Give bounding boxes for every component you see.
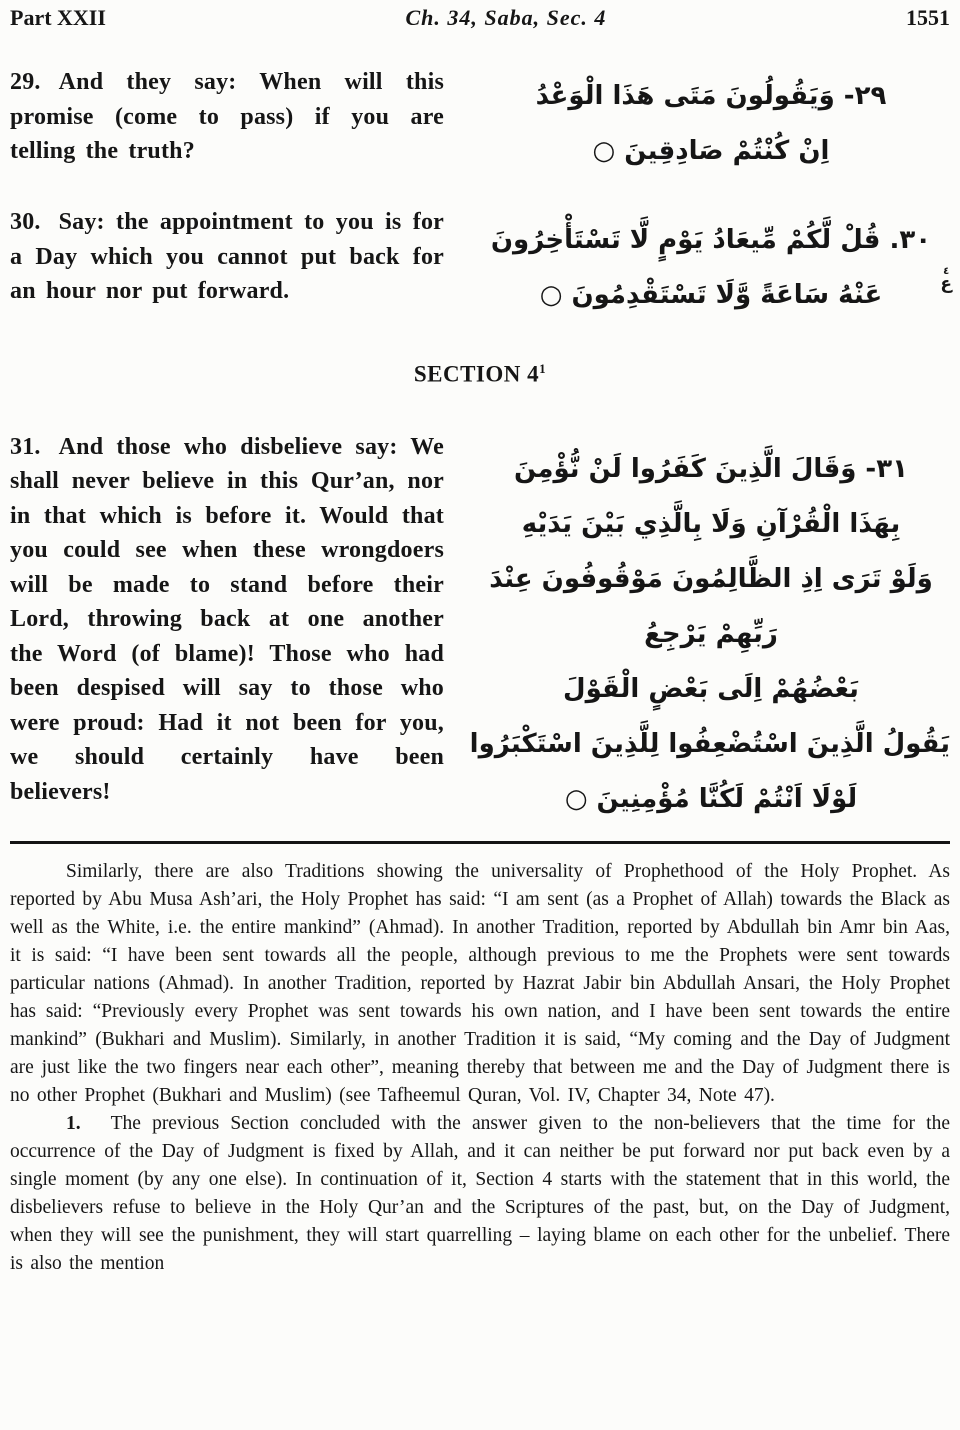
- arabic-line: يَقُولُ الَّذِينَ اسْتُضْعِفُوا لِلَّذِينَ اسْتَكْبَرُوا: [469, 728, 950, 759]
- verse-29-number: 29.: [10, 69, 41, 95]
- verse-30-row: [10, 205, 950, 323]
- arabic-line: بَعْضُهُمْ اِلَى بَعْضٍ الْقَوْلَ: [563, 673, 859, 704]
- ruku-marker-glyph: ع: [940, 274, 952, 294]
- footnote-paragraph-continuation: Similarly, there are also Traditions showing the universality of Prophethood of the Holy Prophet. As reported by Abu Musa Ash’ari, the Holy Prophet has said: “I am sent (as a Prophet of Allah) towards the Black as well as the White, i.e. the entire mankind” (Ahmad). In another Tradition, reported by Abdullah bin Amr bin Aas, it is said: “I have been sent towards all the people, although previous to me the Prophets were sent towards particular nations (Ahmad). In another Tradition, reported by Hazrat Jabir bin Abdullah Ansari, the Holy Prophet has said: “Previously every Prophet was sent towards his own nation, and I have been sent towards the entire mankind” (Bukhari and Muslim). Similarly, in another Tradition it is said, “My coming and the Day of Judgment are just like the two fingers near each other”, meaning thereby that between me and the Day of Judgment there is no other Prophet (Bukhari and Muslim) (see Tafheemul Quran, Vol. IV, Chapter 34, Note 47).: [10, 860, 950, 1106]
- footnote-1: [10, 1110, 950, 1278]
- arabic-line: ٣١- وَقَالَ الَّذِينَ كَفَرُوا لَنْ نُّؤْمِنَ: [514, 453, 908, 484]
- part-label: Part XXII: [10, 5, 106, 30]
- footnotes-section: [10, 858, 950, 1278]
- verse-30-text: Say: the appointment to you is for a Day which you cannot put back for an hour nor put forward.: [10, 209, 444, 304]
- verse-30-translation: [10, 205, 444, 309]
- arabic-line: ٣٠. قُلْ لَّكُمْ مِّيعَادُ يَوْمٍ لَّا تَسْتَأْخِرُونَ: [490, 225, 932, 255]
- page-number: 1551: [905, 5, 950, 30]
- ruku-marker-icon: [940, 267, 952, 292]
- verse-29-text: And they say: When will this promise (come to pass) if you are telling the truth?: [10, 69, 444, 164]
- footnote-1-text: The previous Section concluded with the answer given to the non-believers that the time for the occurrence of the Day of Judgment is fixed by Allah, and it can neither be put forward nor put back even by a single moment (by any one else). In continuation of it, Section 4 starts with the statement that in this world, the disbelievers refuse to believe in the Holy Qur’an and the Scriptures of the past, but, on the Day of Judgment, when they will see the punishment, they will start quarrelling – laying blame on each other for the unbelief. There is also the mention: [10, 1112, 950, 1274]
- arabic-line: رَبِّهِمْ يَرْجِعُ: [644, 618, 778, 649]
- verse-30-number: 30.: [10, 209, 41, 235]
- verse-31-number: 31.: [10, 433, 41, 460]
- verse-29-row: [10, 65, 950, 179]
- chapter-title: Ch. 34, Saba, Sec. 4: [405, 5, 607, 30]
- verse-30-arabic: [472, 205, 950, 323]
- page-header: [10, 0, 950, 31]
- verse-29-translation: [10, 65, 444, 169]
- arabic-line: عَنْهُ سَاعَةً وَّلَا تَسْتَقْدِمُونَ ○: [539, 280, 883, 310]
- verse-31-translation: [10, 430, 444, 810]
- section-heading-label: SECTION 4: [413, 361, 540, 387]
- verse-31-text: And those who disbelieve say: We shall never believe in this Qur’an, nor in that which is before it. Would that you could see when these wrongdoers will be made to stand before their Lord, throwing back at one another the Word (of blame)! Those who had been despised will say to those who were proud: Had it not been for you, we should certainly have been believers!: [10, 433, 444, 805]
- verse-29-arabic: [472, 65, 950, 179]
- verse-31-arabic: [469, 430, 950, 827]
- arabic-line: وَلَوْ تَرَى اِذِ الظَّالِمُونَ مَوْقُوفُونَ عِنْدَ: [489, 563, 933, 594]
- section-heading: [10, 361, 950, 388]
- footnote-divider: [10, 841, 950, 844]
- arabic-line: ٢٩- وَيَقُولُونَ مَتَى هَذَا الْوَعْدُ: [535, 81, 887, 111]
- arabic-line: اِنْ كُنْتُمْ صَادِقِينَ ○: [592, 136, 830, 166]
- arabic-line: لَوْلَا اَنْتُمْ لَكُنَّا مُؤْمِنِينَ ○: [564, 783, 858, 814]
- arabic-line: بِهَذَا الْقُرْآنِ وَلَا بِالَّذِي بَيْنَ يَدَيْهِ: [521, 508, 901, 539]
- section-heading-footnote-ref: 1: [539, 361, 547, 376]
- ruku-marker-ornament: ٤: [943, 266, 950, 277]
- page-body: [10, 65, 950, 1278]
- footnote-1-number: 1.: [66, 1112, 81, 1134]
- verse-31-row: [10, 430, 950, 827]
